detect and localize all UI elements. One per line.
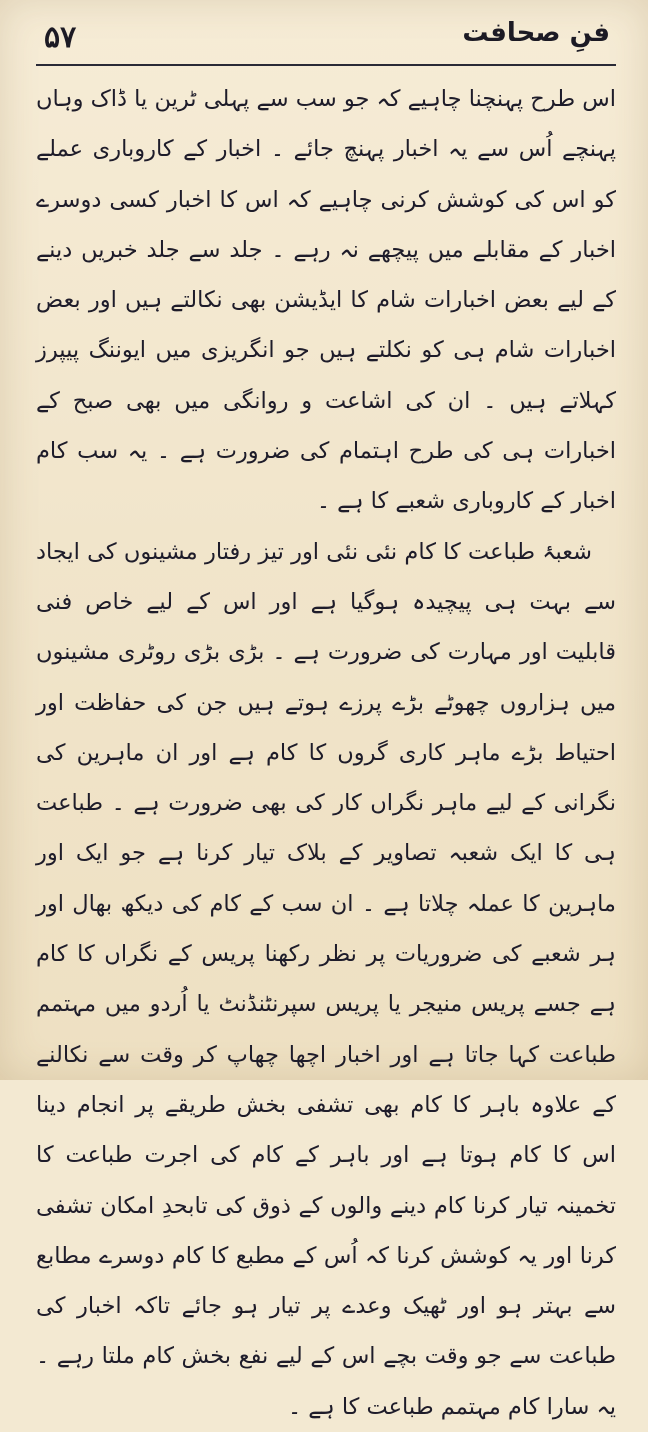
paragraph-business-department: اس طرح پہنچنا چاہیے کہ جو سب سے پہلی ٹرین یا ڈاک وہاں پہنچے اُس سے یہ اخبار پہنچ جائے ۔ اخبار کے کاروباری عملے کو اس کی کوشش کرنی چاہیے کہ اس کا اخبار کسی دوسرے اخبار کے مقابلے میں پیچھے نہ رہے ۔ جلد سے جلد خبریں دینے کے لیے بعض اخبارات شام کا ایڈیشن بھی نکالتے ہیں اور بعض اخبارات شام ہی کو نکلتے ہیں جو انگریزی میں ایوننگ پیپرز کہلاتے ہیں ۔ ان کی اشاعت و روانگی میں بھی صبح کے اخبارات ہی کی طرح اہتمام کی ضرورت ہے ۔ یہ سب کام اخبار کے کاروباری شعبے کا ہے ۔ (36, 86, 616, 515)
page-number: ۵۷ (44, 20, 77, 55)
running-title: فنِ صحافت (462, 18, 610, 48)
page-body (36, 74, 616, 1432)
paragraph-printing-department: شعبۂ طباعت کا کام نئی نئی اور تیز رفتار مشینوں کی ایجاد سے بہت ہی پیچیدہ ہوگیا ہے اور اس کے لیے خاص فنی قابلیت اور مہارت کی ضرورت ہے ۔ بڑی بڑی روٹری مشینوں میں ہزاروں چھوٹے بڑے پرزے ہوتے ہیں جن کی حفاظت اور احتیاط بڑے ماہر کاری گروں کا کام ہے اور ان ماہرین کی نگرانی کے لیے ماہر نگراں کار کی بھی ضرورت ہے ۔ طباعت ہی کا ایک شعبہ تصاویر کے بلاک تیار کرنا ہے جو ایک اور ماہرین کا عملہ چلاتا ہے ۔ ان سب کے کام کی دیکھ بھال اور ہر شعبے کی ضروریات پر نظر رکھنا پریس کے نگراں کا کام ہے جسے پریس منیجر یا پریس سپرنٹنڈنٹ یا اُردو میں مہتمم طباعت کہا جاتا ہے اور اخبار اچھا چھاپ کر وقت سے نکالنے کے علاوہ باہر کا کام بھی تشفی بخش طریقے پر انجام دینا اس کا کام ہوتا ہے اور باہر کے کام کی اجرت طباعت کا تخمینہ تیار کرنا کام دینے والوں کے ذوق کی تابحدِ امکان تشفی کرنا اور یہ کوشش کرنا کہ اُس کے مطبع کا کام دوسرے مطابع سے بہتر ہو اور ٹھیک وعدے پر تیار ہو جائے تاکہ اخبار کی طباعت سے جو وقت بچے اس کے لیے نفع بخش کام ملتا رہے ۔ یہ سارا کام مہتمم طباعت کا ہے ۔ (36, 538, 616, 1420)
header-rule (36, 64, 616, 66)
